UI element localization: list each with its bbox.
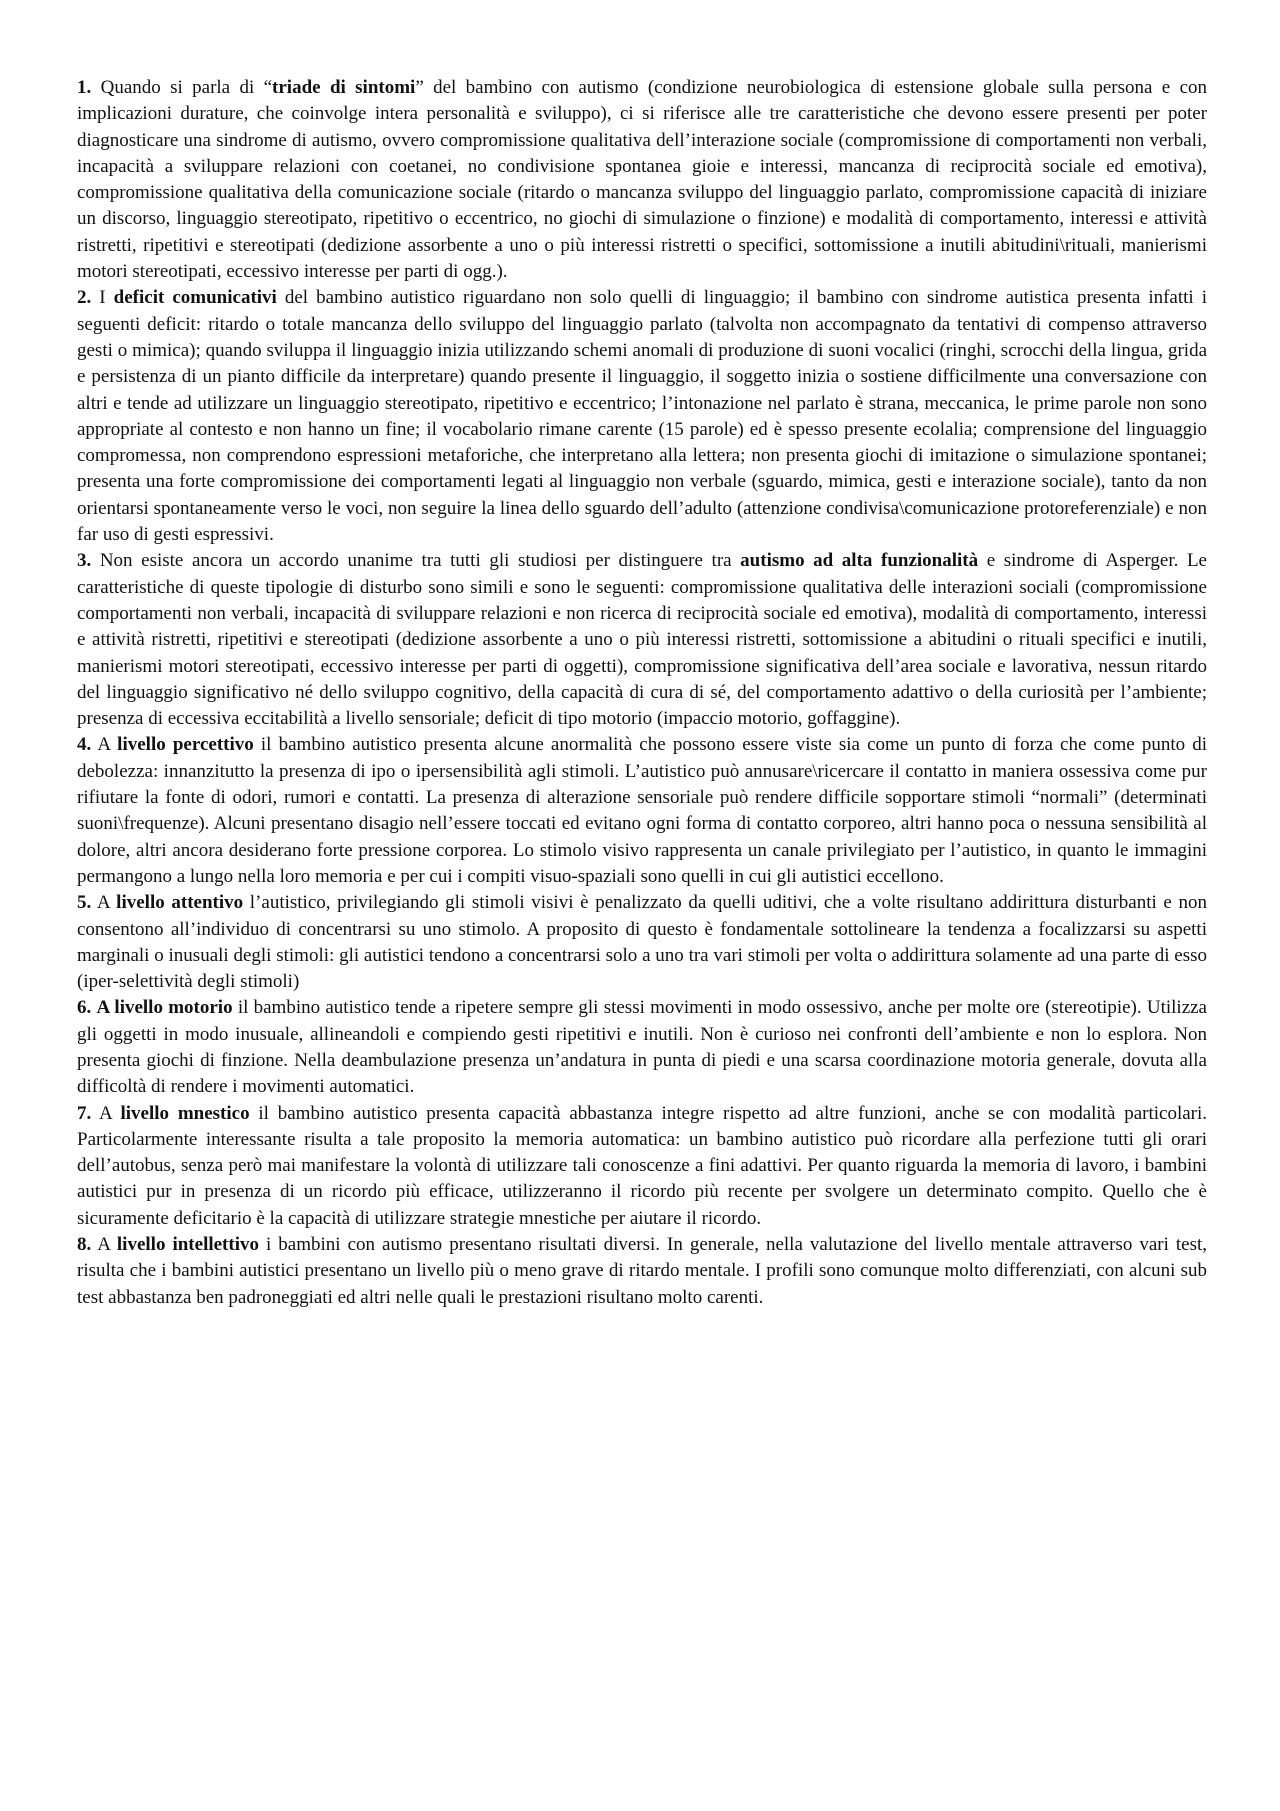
key-term: A livello motorio: [96, 997, 233, 1019]
paragraph-text: A: [91, 734, 118, 756]
paragraph-text: ” del bambino con autismo (condizione neurobiologica di estensione globale sulla persona e con implicazioni durature, che coinvolge intera personalità e sviluppo), ci si riferisce alle tre caratteristiche che devono essere presenti per poter diagnosticare una sindrome di autismo, ovvero compromissione qualitativa dell’interazione sociale (compromissione di comportamenti non verbali, incapacità a sviluppare relazioni con coetanei, no condivisione spontanea gioie e interessi, mancanza di reciprocità sociale ed emotiva), compromissione qualitativa della comunicazione sociale (ritardo o mancanza sviluppo del linguaggio parlato, compromissione capacità di iniziare un discorso, linguaggio stereotipato, ripetitivo o eccentrico, no giochi di simulazione o finzione) e modalità di comportamento, interessi e attività ristretti, ripetitivi e stereotipati (dedizione assorbente a uno o più interessi ristretti o specifici, sottomissione a inutili abitudini\rituali, manierismi motori stereotipati, eccessivo interesse per parti di ogg.).: [77, 77, 1208, 283]
paragraph-text: A: [91, 1102, 121, 1124]
paragraph-number: 8.: [77, 1234, 92, 1256]
paragraph-5: [77, 890, 1207, 995]
paragraph-number: 4.: [77, 734, 92, 756]
paragraph-number: 7.: [77, 1102, 92, 1124]
paragraph-text: il bambino autistico tende a ripetere sempre gli stessi movimenti in modo ossessivo, anche per molte ore (stereotipie). Utilizza gli oggetti in modo inusuale, allineandoli e compiendo gesti ripetitivi e inutili. Non è curioso nei confronti dell’ambiente e non lo esplora. Non presenta giochi di finzione. Nella deambulazione presenza un’andatura in punta di piedi e una scarsa coordinazione motoria generale, dovuta alla difficoltà di rendere i movimenti automatici.: [77, 997, 1207, 1098]
paragraph-6: [77, 995, 1207, 1100]
key-term: triade di sintomi: [272, 77, 416, 98]
paragraph-text: A: [91, 1234, 117, 1256]
paragraph-number: 2.: [77, 287, 92, 309]
paragraph-text: A: [91, 892, 117, 914]
key-term: autismo ad alta funzionalità: [740, 550, 979, 572]
key-term: livello intellettivo: [116, 1234, 259, 1256]
document-page: [77, 75, 1207, 1311]
paragraph-text: i bambini con autismo presentano risultati diversi. In generale, nella valutazione del livello mentale attraverso vari test, risulta che i bambini autistici presentano un livello più o meno grave di ritardo mentale. I profili sono comunque molto differenziati, con alcuni sub test abbastanza ben padroneggiati ed altri nelle quali le prestazioni risultano molto carenti.: [77, 1234, 1208, 1308]
paragraph-1: [77, 75, 1207, 285]
paragraph-text: I: [91, 287, 114, 309]
key-term: livello mnestico: [120, 1102, 250, 1124]
paragraph-text: il bambino autistico presenta capacità abbastanza integre rispetto ad altre funzioni, anche se con modalità particolari. Particolarmente interessante risulta a tale proposito la memoria automatica: un bambino autistico può ricordare alla perfezione tutti gli orari dell’autobus, senza però mai manifestare la volontà di utilizzare tali conoscenze a fini adattivi. Per quanto riguarda la memoria di lavoro, i bambini autistici pur in presenza di un ricordo più efficace, utilizzeranno il ricordo più recente per svolgere un determinato compito. Quello che è sicuramente deficitario è la capacità di utilizzare strategie mnestiche per aiutare il ricordo.: [77, 1102, 1208, 1229]
paragraph-2: [77, 285, 1207, 548]
paragraph-7: [77, 1101, 1207, 1232]
paragraph-number: 6.: [77, 997, 92, 1019]
paragraph-number: 5.: [77, 892, 92, 914]
key-term: livello percettivo: [117, 734, 254, 756]
paragraph-number: 3.: [77, 550, 92, 572]
paragraph-text: il bambino autistico presenta alcune anormalità che possono essere viste sia come un punto di forza che come punto di debolezza: innanzitutto la presenza di ipo o ipersensibilità agli stimoli. L’autistico può annusare\ricercare il contatto in maniera ossessiva come pur rifiutare la fonte di odori, rumori e contatti. La presenza di alterazione sensoriale può rendere difficile sopportare stimoli “normali” (determinati suoni\frequenze). Alcuni presentano disagio nell’essere toccati ed evitano ogni forma di contatto corporeo, altri hanno poca o nessuna sensibilità al dolore, altri ancora desiderano forte pressione corporea. Lo stimolo visivo rappresenta un canale privilegiato per l’autistico, in quanto le immagini permangono a lungo nella loro memoria e per cui i compiti visuo-spaziali sono quelli in cui gli autistici eccellono.: [77, 734, 1208, 887]
paragraph-text: l’autistico, privilegiando gli stimoli visivi è penalizzato da quelli uditivi, che a volte risultano addirittura disturbanti e non consentono all’individuo di concentrarsi su uno stimolo. A proposito di questo è fondamentale sottolineare la tendenza a focalizzarsi su aspetti marginali o inusuali degli stimoli: gli autistici tendono a concentrarsi solo a uno tra vari stimoli per volta o addirittura solamente ad una parte di esso (iper-selettività degli stimoli): [77, 892, 1208, 993]
key-term: livello attentivo: [116, 892, 244, 914]
key-term: deficit comunicativi: [113, 287, 277, 309]
paragraph-text: del bambino autistico riguardano non solo quelli di linguaggio; il bambino con sindrome autistica presenta infatti i seguenti deficit: ritardo o totale mancanza dello sviluppo del linguaggio parlato (talvolta non accompagnato da tentativi di compenso attraverso gesti o mimica); quando sviluppa il linguaggio inizia utilizzando schemi anomali di produzione di suoni vocalici (ringhi, scrocchi della lingua, grida e persistenza di un pianto difficile da interpretare) quando presente il linguaggio, il soggetto inizia o sostiene difficilmente una conversazione con altri e tende ad utilizzare un linguaggio stereotipato, ripetitivo e eccentrico; l’intonazione nel parlato è strana, meccanica, le prime parole non sono appropriate al contesto e non hanno un fine; il vocabolario rimane carente (15 parole) ed è spesso presente ecolalia; comprensione del linguaggio compromessa, non comprendono espressioni metaforiche, che interpretano alla lettera; non presenta giochi di imitazione o simulazione spontanei; presenta una forte compromissione dei comportamenti legati al linguaggio non verbale (sguardo, mimica, gesti e interazione sociale), tanto da non orientarsi spontaneamente verso le voci, non seguire la linea dello sguardo dell’adulto (attenzione condivisa\comunicazione protoreferenziale) e non far uso di gesti espressivi.: [77, 287, 1208, 546]
paragraph-3: [77, 548, 1207, 732]
paragraph-text: Non esiste ancora un accordo unanime tra tutti gli studiosi per distinguere tra: [91, 550, 741, 572]
paragraph-4: [77, 732, 1207, 890]
paragraph-8: [77, 1232, 1207, 1311]
paragraph-text: Quando si parla di “: [91, 77, 273, 98]
paragraph-text: e sindrome di Asperger. Le caratteristiche di queste tipologie di disturbo sono simili e sono le seguenti: compromissione qualitativa delle interazioni sociali (compromissione comportamenti non verbali, incapacità di sviluppare relazioni e non ricerca di reciprocità sociale ed emotiva), modalità di comportamento, interessi e attività ristretti, ripetitivi e stereotipati (dedizione assorbente a uno o più interessi ristretti, sottomissione a abitudini o rituali specifici e inutili, manierismi motori stereotipati, eccessivo interesse per parti di oggetti), compromissione significativa dell’area sociale e lavorativa, nessun ritardo del linguaggio significativo né dello sviluppo cognitivo, della capacità di cura di sé, del comportamento adattivo o della curiosità per l’ambiente; presenza di eccessiva eccitabilità a livello sensoriale; deficit di tipo motorio (impaccio motorio, goffaggine).: [77, 550, 1207, 730]
paragraph-number: 1.: [77, 77, 92, 98]
